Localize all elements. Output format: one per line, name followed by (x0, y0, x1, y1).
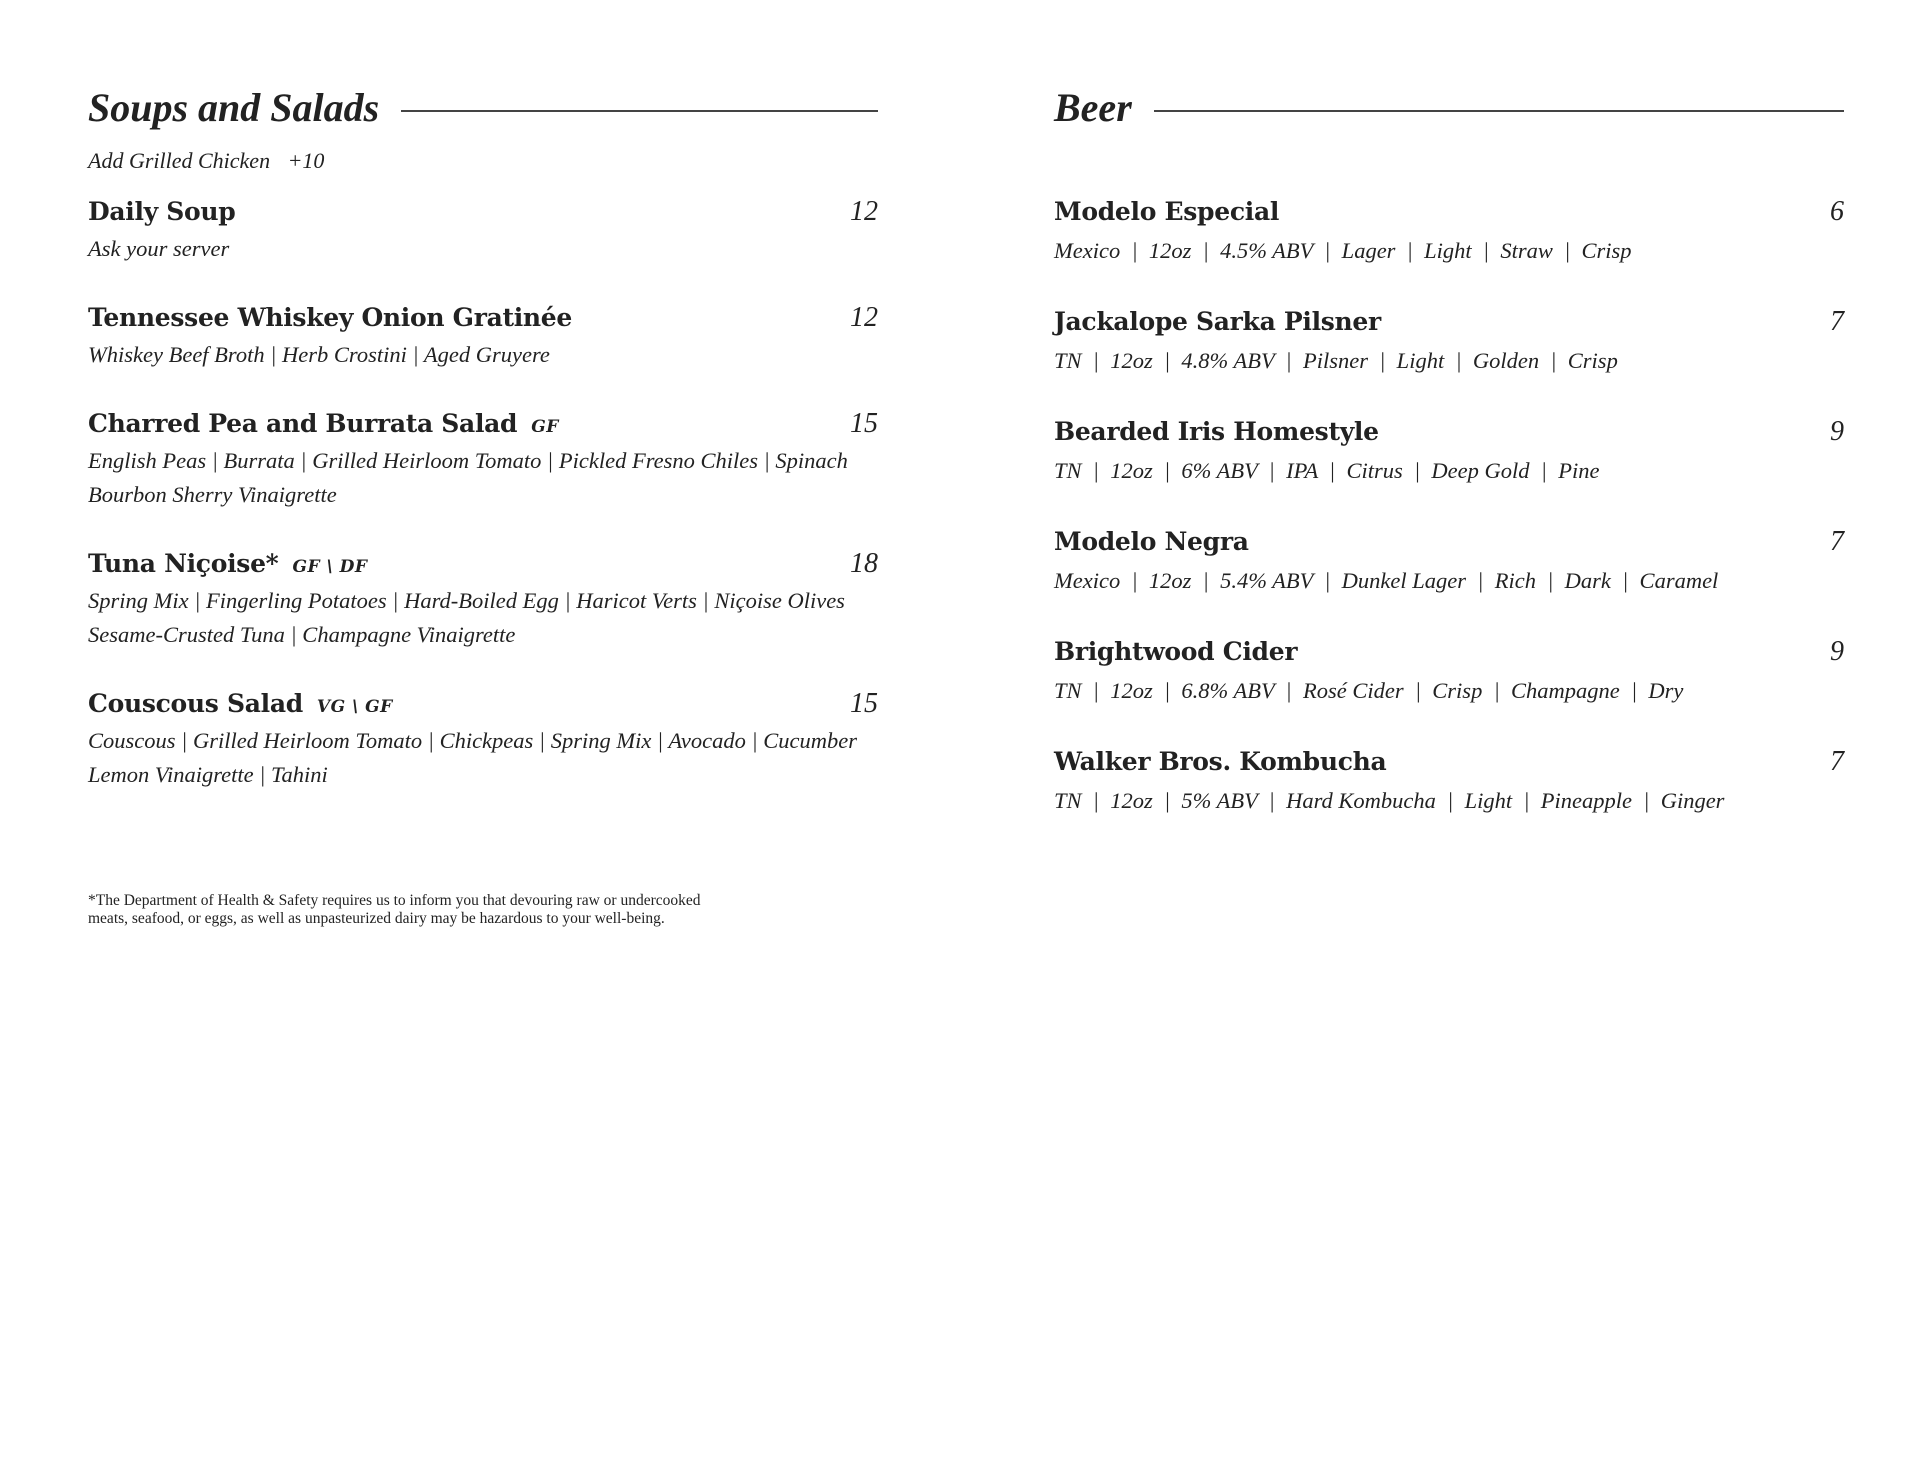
item-description (88, 584, 878, 652)
beer-section (1054, 80, 1844, 856)
menu-item-tuna-nicoise (88, 548, 878, 652)
menu-item-modelo-especial (1054, 196, 1844, 268)
item-price: 18 (850, 548, 878, 579)
item-description: Mexico | 12oz | 4.5% ABV | Lager | Light | Straw | Crisp (1054, 238, 1632, 263)
item-description-line: English Peas | Burrata | Grilled Heirloom Tomato | Pickled Fresno Chiles | Spinach (88, 448, 848, 473)
item-description: Ask your server (88, 236, 230, 261)
item-price: 12 (850, 196, 878, 227)
menu-item-onion-gratinee (88, 302, 878, 372)
item-name: Modelo Especial (1054, 197, 1280, 226)
menu-item-couscous-salad (88, 688, 878, 792)
item-name: Jackalope Sarka Pilsner (1054, 307, 1381, 336)
item-name: Daily Soup (88, 197, 236, 226)
dietary-tags: VG \ GF (316, 697, 393, 717)
item-description-line: Sesame-Crusted Tuna | Champagne Vinaigrette (88, 622, 516, 647)
menu-item-bearded-iris (1054, 416, 1844, 488)
item-description: TN | 12oz | 5% ABV | Hard Kombucha | Light | Pineapple | Ginger (1054, 788, 1725, 813)
soups-header-rule (401, 110, 878, 112)
soups-header (88, 80, 878, 136)
dietary-tags: GF (531, 417, 559, 437)
item-name: Brightwood Cider (1054, 637, 1298, 666)
item-description-line: Bourbon Sherry Vinaigrette (88, 482, 337, 507)
item-name: Modelo Negra (1054, 527, 1249, 556)
menu-item-jackalope-pilsner (1054, 306, 1844, 378)
item-description: TN | 12oz | 6.8% ABV | Rosé Cider | Crisp | Champagne | Dry (1054, 678, 1684, 703)
beer-items (1054, 196, 1844, 818)
soups-items (88, 196, 878, 792)
menu-item-burrata-salad (88, 408, 878, 512)
beer-header-rule (1154, 110, 1844, 112)
disclaimer-line: *The Department of Health & Safety requires us to inform you that devouring raw or undercooked (88, 892, 701, 909)
health-disclaimer (88, 892, 848, 928)
item-description-line: Lemon Vinaigrette | Tahini (88, 762, 328, 787)
item-price: 15 (850, 688, 878, 719)
item-description (88, 444, 878, 512)
item-price: 9 (1830, 636, 1844, 667)
soups-section (88, 80, 878, 828)
menu-item-daily-soup (88, 196, 878, 266)
item-name: Tuna Niçoise* (88, 549, 279, 578)
soups-title: Soups and Salads (88, 85, 380, 130)
item-description (88, 724, 878, 792)
item-price: 9 (1830, 416, 1844, 447)
soups-addon-note (88, 148, 878, 174)
item-description-line: Couscous | Grilled Heirloom Tomato | Chickpeas | Spring Mix | Avocado | Cucumber (88, 728, 858, 753)
item-price: 6 (1830, 196, 1844, 227)
item-description: Whiskey Beef Broth | Herb Crostini | Aged Gruyere (88, 342, 550, 367)
beer-header (1054, 80, 1844, 136)
addon-text: Add Grilled Chicken (88, 148, 271, 173)
item-description: TN | 12oz | 4.8% ABV | Pilsner | Light | Golden | Crisp (1054, 348, 1618, 373)
menu-item-walker-kombucha (1054, 746, 1844, 818)
item-price: 7 (1830, 306, 1844, 337)
addon-price: +10 (287, 148, 325, 173)
item-price: 15 (850, 408, 878, 439)
disclaimer-line: meats, seafood, or eggs, as well as unpasteurized dairy may be hazardous to your well-being. (88, 910, 665, 927)
item-name: Tennessee Whiskey Onion Gratinée (88, 303, 573, 332)
item-description: TN | 12oz | 6% ABV | IPA | Citrus | Deep Gold | Pine (1054, 458, 1600, 483)
item-price: 7 (1830, 526, 1844, 557)
menu-item-modelo-negra (1054, 526, 1844, 598)
item-name: Walker Bros. Kombucha (1054, 747, 1387, 776)
item-description: Mexico | 12oz | 5.4% ABV | Dunkel Lager | Rich | Dark | Caramel (1054, 568, 1719, 593)
dietary-tags: GF \ DF (292, 557, 368, 577)
item-name: Charred Pea and Burrata Salad (88, 409, 518, 438)
item-price: 12 (850, 302, 878, 333)
item-name: Couscous Salad (88, 689, 303, 718)
beer-title: Beer (1054, 85, 1132, 130)
item-description-line: Spring Mix | Fingerling Potatoes | Hard-Boiled Egg | Haricot Verts | Niçoise Olives (88, 588, 845, 613)
menu-item-brightwood-cider (1054, 636, 1844, 708)
item-price: 7 (1830, 746, 1844, 777)
item-name: Bearded Iris Homestyle (1054, 417, 1379, 446)
